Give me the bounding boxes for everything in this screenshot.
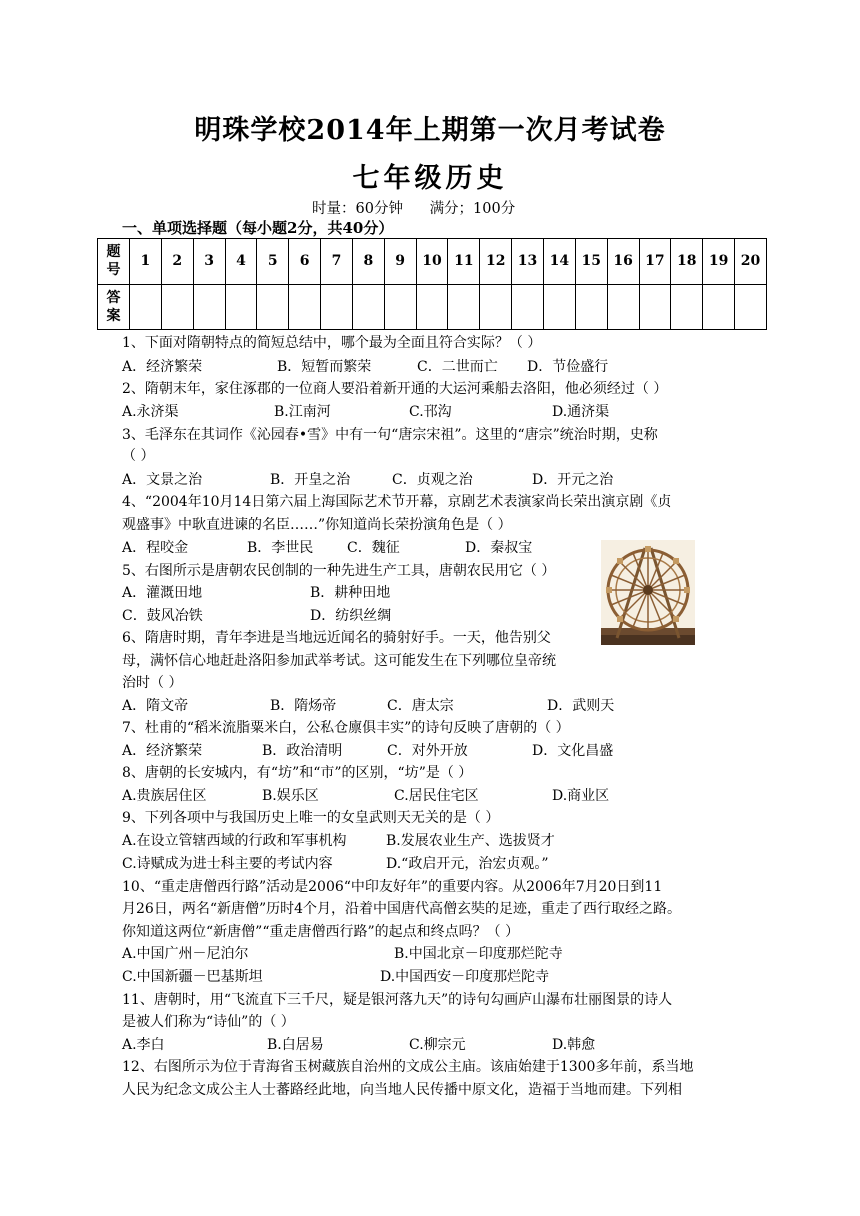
option-c: C．唐太宗	[387, 698, 454, 714]
option-b: B.娱乐区	[262, 788, 319, 804]
option-d: D．秦叔宝	[465, 540, 533, 556]
option-c: C.柳宗元	[409, 1037, 466, 1053]
answer-cell[interactable]	[703, 284, 735, 330]
option-d: D.通济渠	[552, 404, 610, 420]
answer-row	[98, 284, 767, 330]
question-9-stem: 9、下列各项中与我国历史上唯一的女皇武则天无关的是（ ）	[122, 810, 500, 826]
row-label-char: 题	[106, 244, 121, 261]
option-b: B．李世民	[247, 540, 314, 556]
question-number-row	[98, 239, 767, 285]
question-4-stem: 4、“2004年10月14日第六届上海国际艺术节开幕，京剧艺术表演家尚长荣出演京剧《贞	[122, 494, 672, 510]
question-number: 11	[448, 239, 480, 285]
question-12-stem-cont: 人民为纪念文成公主人士蕃路经此地，向当地人民传播中原文化，造福于当地而建。下列相	[122, 1082, 682, 1098]
question-number: 18	[671, 239, 703, 285]
option-d: D．节俭盛行	[527, 359, 609, 375]
option-a: A.贵族居住区	[122, 788, 207, 804]
option-d: D.中国西安－印度那烂陀寺	[380, 969, 550, 985]
question-number: 12	[480, 239, 512, 285]
option-b: B．隋炀帝	[270, 698, 337, 714]
row-label-question-number	[98, 239, 130, 285]
question-4-stem-cont: 观盛事》中耿直进谏的名臣……”你知道尚长荣扮演角色是（ ）	[122, 517, 512, 533]
question-number: 19	[703, 239, 735, 285]
answer-cell[interactable]	[225, 284, 257, 330]
question-11-stem-cont: 是被人们称为“诗仙”的（ ）	[122, 1014, 295, 1030]
answer-cell[interactable]	[512, 284, 544, 330]
option-b: B．政治清明	[262, 743, 343, 759]
answer-cell[interactable]	[130, 284, 162, 330]
option-a: A.在设立管辖西域的行政和军事机构	[122, 833, 347, 849]
option-d: D．纺织丝绸	[310, 608, 392, 624]
option-c: C．贞观之治	[392, 472, 473, 488]
option-d: D．开元之治	[532, 472, 614, 488]
question-number: 14	[543, 239, 575, 285]
option-b: B．开皇之治	[270, 472, 351, 488]
option-a: A．灌溉田地	[122, 585, 203, 601]
answer-cell[interactable]	[257, 284, 289, 330]
answer-cell[interactable]	[289, 284, 321, 330]
question-number: 13	[512, 239, 544, 285]
answer-table	[97, 238, 767, 330]
row-label-char: 号	[106, 262, 121, 279]
section-heading: 一、单项选择题（每小题2分，共40分）	[122, 219, 394, 237]
question-number: 5	[257, 239, 289, 285]
question-number: 2	[161, 239, 193, 285]
row-label-char: 案	[106, 307, 121, 324]
question-number: 20	[735, 239, 767, 285]
option-b: B.白居易	[267, 1037, 324, 1053]
row-label-answer	[98, 284, 130, 330]
question-number: 10	[416, 239, 448, 285]
question-number: 17	[639, 239, 671, 285]
question-6-stem-cont: 治时（ ）	[122, 675, 183, 691]
question-6-stem: 6、隋唐时期，青年李进是当地远近闻名的骑射好手。一天，他告别父	[122, 630, 551, 646]
question-3-stem: 3、毛泽东在其词作《沁园春•雪》中有一句“唐宗宋祖”。这里的“唐宗”统治时期，史称	[122, 427, 658, 443]
option-d: D.商业区	[552, 788, 610, 804]
option-b: B.江南河	[274, 404, 331, 420]
row-label-char: 答	[106, 289, 121, 306]
question-number: 1	[130, 239, 162, 285]
option-c: C．二世而亡	[417, 359, 498, 375]
question-11-stem: 11、唐朝时，用“飞流直下三千尺，疑是银河落九天”的诗句勾画庐山瀑布壮丽图景的诗人	[122, 992, 673, 1008]
option-b: B．短暂而繁荣	[277, 359, 372, 375]
question-10-stem-cont: 你知道这两位“新唐僧”“重走唐僧西行路”的起点和终点吗？（ ）	[122, 924, 520, 940]
answer-cell[interactable]	[480, 284, 512, 330]
exam-subtitle: 七年级历史	[352, 163, 508, 194]
question-7-stem: 7、杜甫的“稻米流脂粟米白，公私仓廪俱丰实”的诗句反映了唐朝的（ ）	[122, 720, 570, 736]
question-10-stem-cont: 月26日，两名“新唐僧”历时4个月，沿着中国唐代高僧玄奘的足迹，重走了西行取经之路。	[122, 901, 682, 917]
answer-cell[interactable]	[543, 284, 575, 330]
option-c: C.邗沟	[409, 404, 452, 420]
question-number: 6	[289, 239, 321, 285]
option-d: D．武则天	[547, 698, 615, 714]
option-d: D.“政启开元，治宏贞观。”	[386, 856, 549, 872]
option-c: C．魏征	[347, 540, 400, 556]
question-10-stem: 10、“重走唐僧西行路”活动是2006“中印友好年”的重要内容。从2006年7月20日到11	[122, 879, 663, 895]
question-number: 4	[225, 239, 257, 285]
answer-cell[interactable]	[671, 284, 703, 330]
option-a: A.永济渠	[122, 404, 179, 420]
answer-cell[interactable]	[321, 284, 353, 330]
answer-cell[interactable]	[384, 284, 416, 330]
question-number: 9	[384, 239, 416, 285]
question-8-stem: 8、唐朝的长安城内，有“坊”和“市”的区别，“坊”是（ ）	[122, 765, 473, 781]
question-6-stem-cont: 母，满怀信心地赶赴洛阳参加武举考试。这可能发生在下列哪位皇帝统	[122, 653, 556, 669]
full-score: 满分；100分	[429, 201, 516, 217]
question-12-stem: 12、右图所示为位于青海省玉树藏族自治州的文成公主庙。该庙始建于1300多年前，系当地	[122, 1059, 694, 1075]
option-d: D．文化昌盛	[532, 743, 614, 759]
question-number: 16	[607, 239, 639, 285]
question-number: 3	[193, 239, 225, 285]
question-number: 15	[575, 239, 607, 285]
option-b: B．耕种田地	[310, 585, 391, 601]
option-a: A．文景之治	[122, 472, 203, 488]
option-c: C.诗赋成为进士科主要的考试内容	[122, 856, 333, 872]
question-number: 8	[352, 239, 384, 285]
option-b: B.中国北京－印度那烂陀寺	[394, 946, 563, 962]
answer-cell[interactable]	[639, 284, 671, 330]
time-limit: 时量：60分钟	[312, 201, 403, 217]
question-number: 7	[321, 239, 353, 285]
question-5-stem: 5、右图所示是唐朝农民创制的一种先进生产工具，唐朝农民用它（ ）	[122, 563, 556, 579]
option-b: B.发展农业生产、选拔贤才	[386, 833, 555, 849]
option-c: C.中国新疆－巴基斯坦	[122, 969, 263, 985]
answer-cell[interactable]	[575, 284, 607, 330]
option-a: A．隋文帝	[122, 698, 189, 714]
question-1-stem: 1、下面对隋朝特点的简短总结中，哪个最为全面且符合实际？（ ）	[122, 335, 542, 351]
answer-cell[interactable]	[416, 284, 448, 330]
option-a: A．经济繁荣	[122, 743, 203, 759]
waterwheel-image	[601, 540, 695, 645]
answer-cell[interactable]	[193, 284, 225, 330]
answer-cell[interactable]	[735, 284, 767, 330]
question-3-stem-cont: （ ）	[122, 448, 155, 464]
option-c: C．鼓风冶铁	[122, 608, 203, 624]
option-a: A．程咬金	[122, 540, 189, 556]
option-a: A．经济繁荣	[122, 359, 203, 375]
answer-cell[interactable]	[448, 284, 480, 330]
option-a: A.李白	[122, 1037, 165, 1053]
option-a: A.中国广州－尼泊尔	[122, 946, 249, 962]
answer-cell[interactable]	[161, 284, 193, 330]
answer-cell[interactable]	[352, 284, 384, 330]
exam-meta	[312, 197, 537, 218]
option-d: D.韩愈	[552, 1037, 596, 1053]
option-c: C．对外开放	[387, 743, 468, 759]
exam-title: 明珠学校2014年上期第一次月考试卷	[194, 115, 666, 146]
option-c: C.居民住宅区	[394, 788, 479, 804]
answer-cell[interactable]	[607, 284, 639, 330]
question-2-stem: 2、隋朝末年，家住涿郡的一位商人要沿着新开通的大运河乘船去洛阳，他必须经过（ ）	[122, 381, 668, 397]
